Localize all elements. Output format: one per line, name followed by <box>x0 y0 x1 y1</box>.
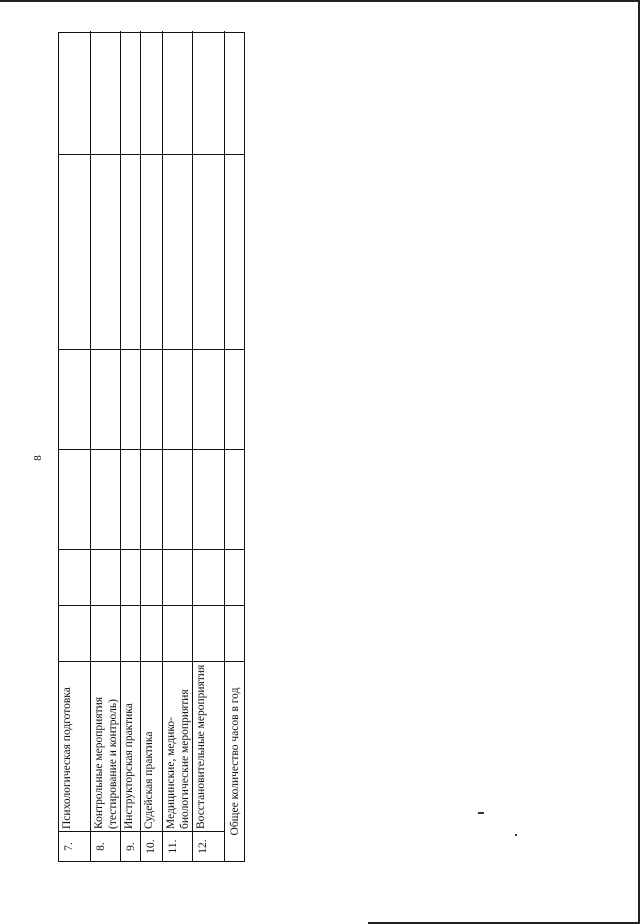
rotated-table <box>58 32 245 862</box>
table-cell <box>225 349 244 449</box>
table-cell <box>91 349 120 449</box>
page-number: 8 <box>32 455 44 461</box>
scan-speck <box>478 812 484 814</box>
table-cell <box>121 154 140 349</box>
table-cell <box>121 549 140 605</box>
table-cell <box>225 605 244 661</box>
row-number: 11. <box>163 831 192 861</box>
row-name: Психологическая подготовка <box>59 661 90 831</box>
table-cell <box>121 31 140 154</box>
table-cell <box>193 449 224 549</box>
row-name: Восстановительные мероприятия <box>193 661 224 831</box>
table-row <box>141 31 163 861</box>
table-cell <box>59 31 90 154</box>
table-cell <box>121 349 140 449</box>
table-cell <box>91 154 120 349</box>
table-cell <box>193 349 224 449</box>
table-cell <box>91 549 120 605</box>
row-name: Судейская практика <box>141 661 162 831</box>
table-cell <box>121 449 140 549</box>
table-row <box>121 31 141 861</box>
table-row <box>59 31 91 861</box>
table-cell <box>163 349 192 449</box>
row-number: 12. <box>193 831 224 861</box>
table-cell <box>59 605 90 661</box>
scan-edge-top <box>0 0 640 2</box>
table-cell <box>141 449 162 549</box>
table-cell <box>163 549 192 605</box>
table-cell <box>59 154 90 349</box>
table-cell <box>163 154 192 349</box>
row-name: Медицинские, медико-биологические мероприятия <box>163 661 192 831</box>
table-cell <box>91 31 120 154</box>
table-cell <box>59 349 90 449</box>
table-cell <box>193 31 224 154</box>
table-cell <box>193 549 224 605</box>
row-number: 9. <box>121 831 140 861</box>
table-cell <box>141 349 162 449</box>
total-label: Общее количество часов в год <box>225 661 244 861</box>
table-row <box>163 31 193 861</box>
table-cell <box>225 549 244 605</box>
table-cell <box>193 154 224 349</box>
table-cell <box>91 605 120 661</box>
table-cell <box>163 449 192 549</box>
row-number: 10. <box>141 831 162 861</box>
scan-speck <box>515 834 517 836</box>
row-number: 7. <box>59 831 90 861</box>
table-cell <box>141 549 162 605</box>
table-row <box>91 31 121 861</box>
table-cell <box>91 449 120 549</box>
table-cell <box>225 154 244 349</box>
table-cell <box>141 605 162 661</box>
table-row-total <box>225 31 244 861</box>
table-cell <box>59 449 90 549</box>
table-cell <box>141 31 162 154</box>
row-name: Контрольные мероприятия (тестирование и контроль) <box>91 661 120 831</box>
table-cell <box>59 549 90 605</box>
table-cell <box>163 605 192 661</box>
training-plan-table <box>58 32 245 862</box>
table-cell <box>193 605 224 661</box>
table-cell <box>121 605 140 661</box>
table-row <box>193 31 225 861</box>
row-number: 8. <box>91 831 120 861</box>
row-name: Инструкторская практика <box>121 661 140 831</box>
table-cell <box>163 31 192 154</box>
table-cell <box>225 449 244 549</box>
table-cell <box>141 154 162 349</box>
table-cell <box>225 31 244 154</box>
